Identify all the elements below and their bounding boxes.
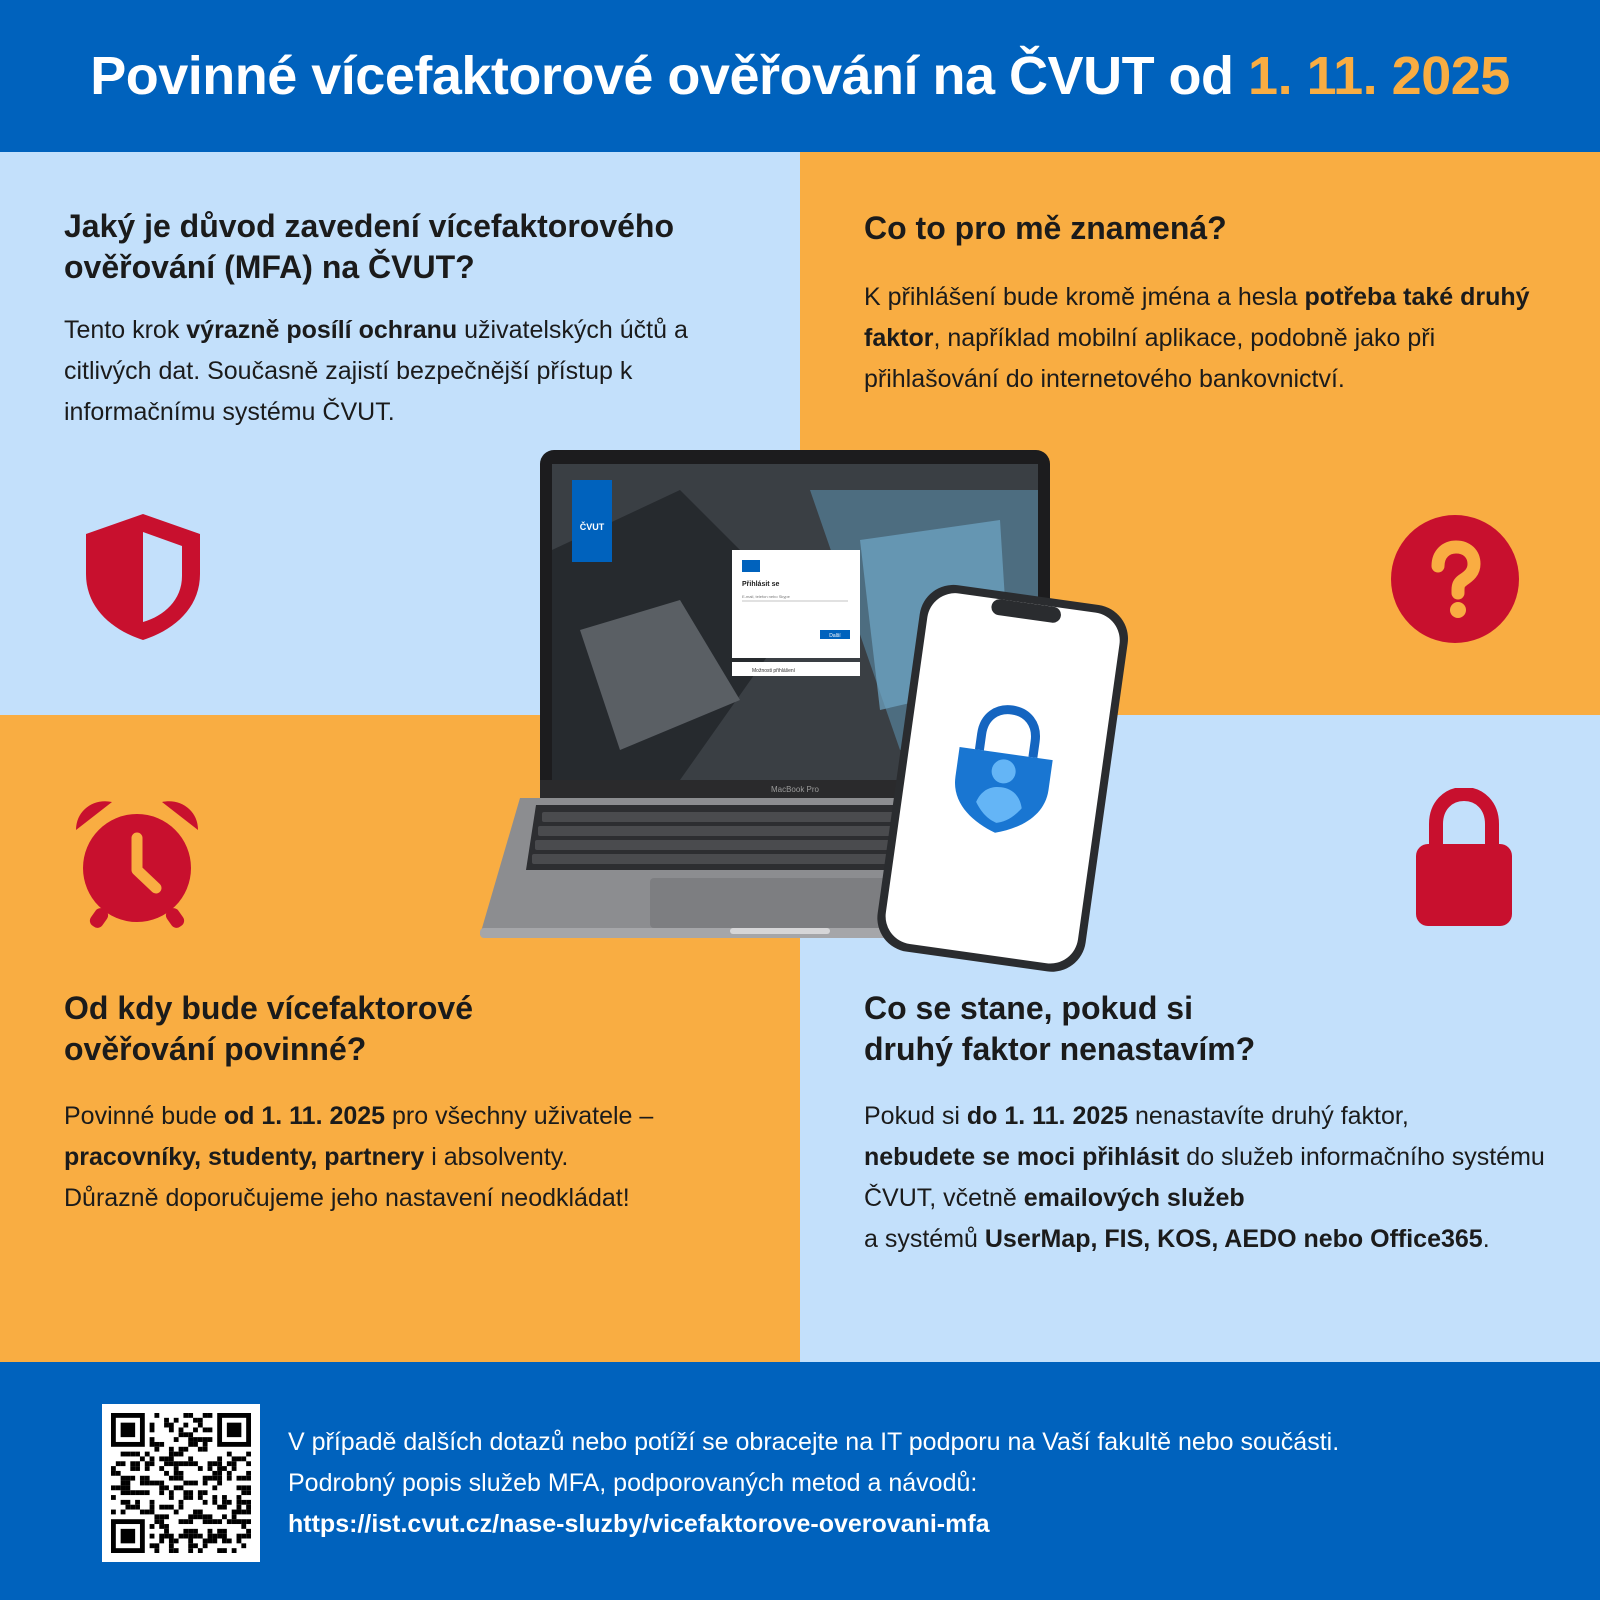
deadline-text-bold-1: od 1. 11. 2025 — [223, 1102, 386, 1130]
footer-link[interactable]: https://ist.cvut.cz/nase-sluzby/vicefaktorove-overovani-mfa — [288, 1510, 990, 1538]
login-next-label: Další — [829, 633, 841, 639]
lock-icon — [1414, 788, 1514, 928]
devices-illustration — [480, 450, 1130, 975]
question-icon — [1390, 514, 1520, 644]
consequence-text-4: a systémů — [864, 1225, 985, 1253]
deadline-text-3: i absolventy. — [424, 1143, 569, 1171]
consequence-text-1: Pokud si — [864, 1102, 967, 1130]
deadline-text — [64, 1096, 764, 1219]
deadline-heading — [64, 988, 764, 1070]
consequence-section — [864, 988, 1564, 1260]
deadline-text-4: Důrazně doporučujeme jeho nastavení neodkládat! — [64, 1184, 630, 1212]
reason-text-bold: výrazně posílí ochranu — [186, 316, 458, 344]
deadline-heading-line1: Od kdy bude vícefaktorové — [64, 990, 474, 1026]
deadline-text-2: pro všechny uživatele – — [385, 1102, 654, 1130]
title-main: Povinné vícefaktorové ověřování na ČVUT od — [90, 46, 1249, 106]
reason-text — [64, 310, 764, 433]
consequence-text-bold-3: emailových služeb — [1023, 1184, 1245, 1212]
page-title — [90, 45, 1510, 107]
meaning-heading: Co to pro mě znamená? — [864, 210, 1227, 246]
login-title: Přihlásit se — [742, 581, 780, 588]
consequence-text-bold-4: UserMap, FIS, KOS, AEDO nebo Office365 — [984, 1225, 1483, 1253]
deadline-text-1: Povinné bude — [64, 1102, 224, 1130]
shield-icon — [82, 512, 204, 642]
meaning-text-bold: potřeba také druhý faktor — [864, 283, 1530, 352]
consequence-heading-line2: druhý faktor nenastavím? — [864, 1031, 1256, 1067]
qr-code-pattern — [111, 1413, 251, 1553]
consequence-heading — [864, 988, 1564, 1070]
deadline-heading-line2: ověřování povinné? — [64, 1031, 367, 1067]
reason-text-1: Tento krok — [64, 316, 187, 344]
meaning-text-2: , například mobilní aplikace, podobně jako při přihlašování do internetového bankovnictví. — [864, 324, 1436, 393]
consequence-text-5: . — [1482, 1225, 1490, 1253]
cvut-logo — [572, 480, 612, 562]
qr-code-icon[interactable] — [102, 1404, 260, 1562]
footer-info — [288, 1422, 1578, 1545]
consequence-text-bold-2: nebudete se moci přihlásit — [864, 1143, 1180, 1171]
title-date: 1. 11. 2025 — [1248, 46, 1510, 106]
meaning-section — [864, 208, 1564, 400]
alarm-clock-icon — [72, 796, 202, 930]
header-banner — [0, 0, 1600, 152]
reason-heading-line2: ověřování (MFA) na ČVUT? — [64, 249, 475, 285]
deadline-text-bold-2: pracovníky, studenty, partnery — [64, 1143, 425, 1171]
deadline-section — [64, 988, 764, 1219]
reason-text-2: uživatelských účtů a citlivých dat. Současně zajistí bezpečnější přístup k informačnímu systému ČVUT. — [64, 316, 688, 426]
reason-section — [64, 206, 764, 433]
meaning-text — [864, 277, 1564, 400]
laptop-logo-text: ČVUT — [579, 522, 605, 532]
consequence-text-3: do služeb informačního systému ČVUT, včetně — [864, 1143, 1545, 1212]
consequence-text-bold-1: do 1. 11. 2025 — [966, 1102, 1129, 1130]
reason-heading-line1: Jaký je důvod zavedení vícefaktorového — [64, 208, 675, 244]
laptop-brand: MacBook Pro — [770, 785, 820, 794]
login-options-label: Možnosti přihlášení — [752, 668, 796, 674]
consequence-heading-line1: Co se stane, pokud si — [864, 990, 1193, 1026]
footer-line2: Podrobný popis služeb MFA, podporovaných metod a návodů: — [288, 1469, 978, 1497]
consequence-text — [864, 1096, 1564, 1260]
meaning-text-1: K přihlášení bude kromě jména a hesla — [864, 283, 1305, 311]
login-placeholder: E-mail, telefon nebo Skype — [742, 594, 790, 599]
consequence-text-2: nenastavíte druhý faktor, — [1128, 1102, 1409, 1130]
reason-heading — [64, 206, 764, 288]
footer-line1: V případě dalších dotazů nebo potíží se obracejte na IT podporu na Vaší fakultě nebo součásti. — [288, 1428, 1340, 1456]
